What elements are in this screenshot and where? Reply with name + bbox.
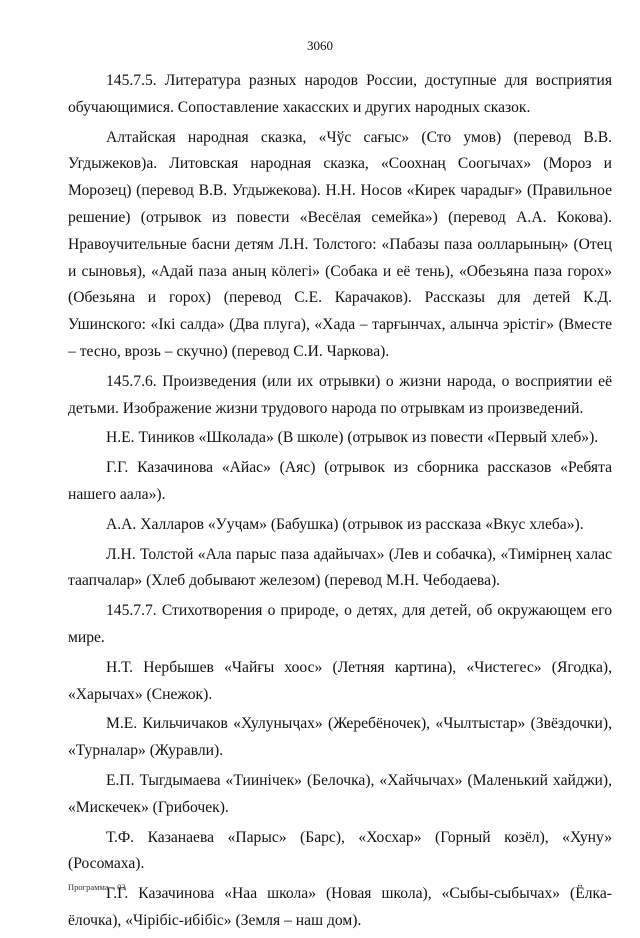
work-entry-tinikov: Н.Е. Тиников «Школада» (В школе) (отрывок из повести «Первый хлеб»). [106,429,599,447]
document-body [68,68,612,938]
work-entry-kazachinova-poems: Г.Г. Казачинова «Наа школа» (Новая школа), «Сыбы-сыбычах» (Ёлка-ёлочка), «Чірібіс-ибібіс» (Земля – наш дом). [68,885,612,929]
work-entry-kilchichakov: М.Е. Кильчичаков «Хулуныҷах» (Жеребёночек), «Чылтыстар» (Звёздочки), «Турналар» (Журавли). [68,715,612,760]
work-entry-khallarov: А.А. Халларов «Ууҷам» (Бабушка) (отрывок из рассказа «Вкус хлеба»). [106,515,584,533]
section-145-7-6-heading: 145.7.6. Произведения (или их отрывки) о жизни народа, о восприятии её детьми. Изображение жизни трудового народа по отрывкам из произведений. [68,372,612,417]
work-entry-tygdymaeva: Е.П. Тыгдымаева «Тиинічек» (Белочка), «Хайчычах» (Маленький хайджи), «Мискечек» (Грибочек). [68,771,612,816]
work-entry-kazanaeva: Т.Ф. Казанаева «Парыс» (Барс), «Хосхар» (Горный козёл), «Хуну» (Росомаха). [68,828,612,873]
work-entry-tolstoy: Л.Н. Толстой «Ала парыс паза адайычах» (Лев и собачка), «Тимірнең халас таапчалар» (Хлеб добывают железом) (перевод М.Н. Чебодаева). [68,545,612,590]
work-entry-nerbyshev: Н.Т. Нербышев «Чайғы хоос» (Летняя картина), «Чистегес» (Ягодка), «Харычах» (Снежок). [68,658,612,703]
section-145-7-7-heading: 145.7.7. Стихотворения о природе, о детях, для детей, об окружающем его мире. [68,602,612,646]
work-entry-kazachinova-ayas: Г.Г. Казачинова «Айас» (Аяс) (отрывок из сборника рассказов «Ребята нашего аала»). [68,459,612,503]
section-145-7-5-heading: 145.7.5. Литература разных народов России, доступные для восприятия обучающимися. Сопоставление хакасских и других народных сказок. [68,72,612,116]
section-145-7-5-works: Алтайская народная сказка, «Чўс сағыс» (Сто умов) (перевод В.В. Угдыжеков)а. Литовская народная сказка, «Соохнаң Соогычах» (Мороз и Морозец) (перевод В.В. Угдыжекова). Н.Н. Носов «Кирек чарадығ» (Правильное решение) (отрывок из повести «Весёлая семейка») (перевод А.А. Кокова). Нравоучительные басни детям Л.Н. Толстого: «Пабазы паза оолларының» (Отец и сыновья), «Адай паза аның кӧлегі» (Собака и её тень), «Обезьяна паза горох» (Обезьяна и горох) (перевод С.Е. Карачаков). Рассказы для детей К.Д. Ушинского: «Ікі салда» (Два плуга), «Хада – тарғынчах, алынча эрістіг» (Вместе – тесно, врозь – скучно) (перевод С.И. Чаркова). [68,128,612,360]
footer-program-label: Программа – 03 [68,882,126,892]
page-number: 3060 [307,38,333,53]
